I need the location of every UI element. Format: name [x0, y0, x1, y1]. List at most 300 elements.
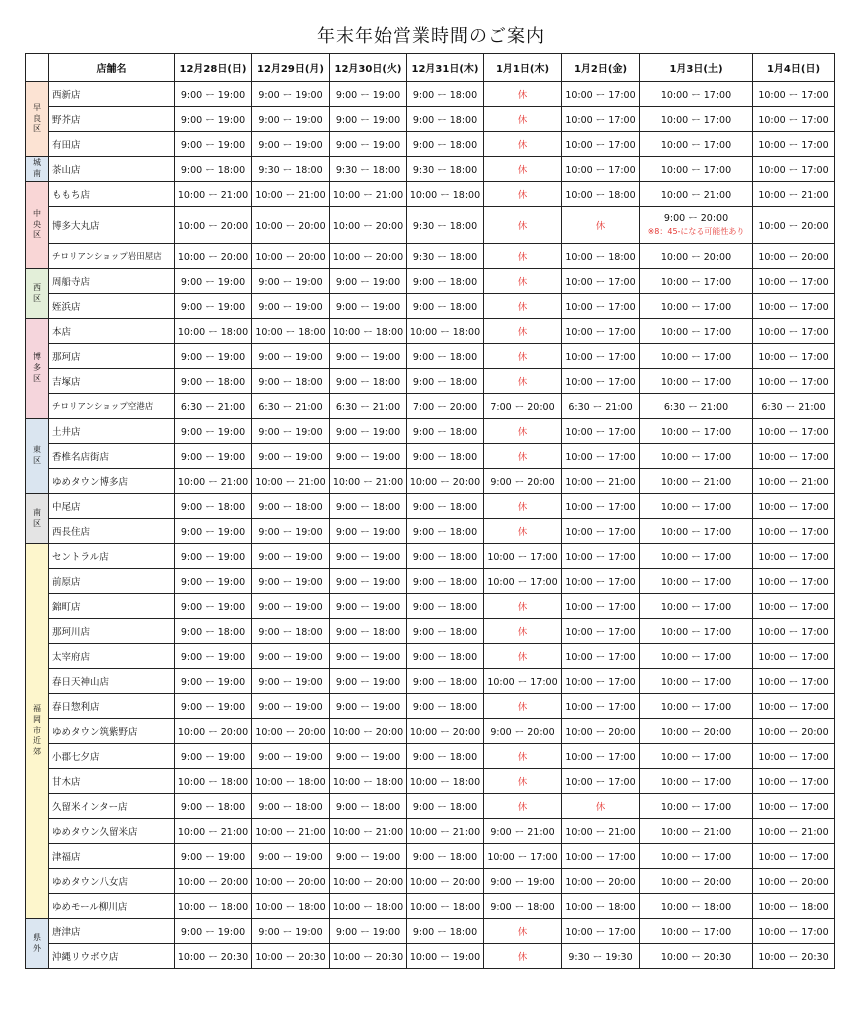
hours-cell: 9:00 ー 18:00 [407, 269, 484, 294]
hours-cell: 休 [484, 294, 562, 319]
hours-cell: 9:00 ー 19:00 [330, 107, 407, 132]
hours-cell: 10:00 ー 20:00 [175, 869, 252, 894]
store-name: 前原店 [49, 569, 175, 594]
header-cell: 1月1日(木) [484, 54, 562, 82]
table-row [26, 594, 835, 619]
hours-cell: 9:00 ー 18:00 [407, 744, 484, 769]
hours-cell: 休 [484, 644, 562, 669]
district-char: 東 [33, 445, 41, 455]
hours-cell: 休 [484, 319, 562, 344]
hours-cell: 10:00 ー 18:00 [562, 894, 640, 919]
table-row [26, 569, 835, 594]
hours-cell: 9:00 ー 19:00 [484, 869, 562, 894]
hours-cell: 10:00 ー 18:00 [252, 894, 330, 919]
hours-cell: 休 [484, 269, 562, 294]
district-char: 南 [33, 507, 41, 517]
table-row [26, 294, 835, 319]
store-name: 太宰府店 [49, 644, 175, 669]
hours-cell: 休 [562, 794, 640, 819]
hours-cell: 10:00 ー 20:00 [753, 719, 835, 744]
hours-cell: 休 [484, 744, 562, 769]
store-name: ゆめタウン久留米店 [49, 819, 175, 844]
header-corner [26, 54, 49, 82]
hours-cell: 9:00 ー 19:00 [175, 132, 252, 157]
hours-cell: 10:00 ー 18:00 [407, 769, 484, 794]
district-char: 中 [33, 208, 41, 218]
hours-cell: 9:00 ー 18:00 [407, 644, 484, 669]
hours-cell: 休 [484, 132, 562, 157]
hours-cell: 9:00 ー 18:00 [407, 344, 484, 369]
hours-cell: 10:00 ー 20:00 [640, 869, 753, 894]
district-char: 西 [33, 282, 41, 292]
hours-cell: 10:00 ー 17:00 [640, 494, 753, 519]
hours-cell: 10:00 ー 17:00 [562, 744, 640, 769]
hours-cell: 10:00 ー 17:00 [562, 444, 640, 469]
hours-cell: 9:00 ー 18:00 [175, 369, 252, 394]
hours-cell: 10:00 ー 17:00 [562, 157, 640, 182]
hours-cell: 10:00 ー 17:00 [753, 544, 835, 569]
hours-cell: 10:00 ー 17:00 [753, 444, 835, 469]
store-name: 博多大丸店 [49, 207, 175, 244]
table-row [26, 869, 835, 894]
hours-cell: 9:00 ー 19:00 [252, 694, 330, 719]
hours-cell: 9:00 ー 19:00 [330, 544, 407, 569]
table-row [26, 544, 835, 569]
hours-cell: 9:00 ー 19:00 [330, 419, 407, 444]
hours-cell: 10:00 ー 18:00 [175, 894, 252, 919]
hours-cell: 10:00 ー 20:30 [330, 944, 407, 969]
hours-cell: 10:00 ー 17:00 [640, 594, 753, 619]
hours-cell: 9:00 ー 19:00 [330, 344, 407, 369]
hours-cell: 10:00 ー 17:00 [562, 82, 640, 107]
district-label [26, 182, 49, 269]
hours-cell: 10:00 ー 20:30 [252, 944, 330, 969]
hours-cell: 休 [484, 919, 562, 944]
hours-cell: 10:00 ー 17:00 [640, 569, 753, 594]
hours-cell: 10:00 ー 18:00 [175, 319, 252, 344]
hours-cell: 9:00 ー 19:00 [252, 294, 330, 319]
header-cell: 12月31日(木) [407, 54, 484, 82]
hours-cell: 休 [484, 494, 562, 519]
hours-cell: 9:00 ー 19:00 [175, 419, 252, 444]
hours-cell: 9:00 ー 18:00 [407, 82, 484, 107]
hours-cell: 10:00 ー 17:00 [753, 519, 835, 544]
store-name: 西新店 [49, 82, 175, 107]
hours-cell: 10:00 ー 17:00 [640, 919, 753, 944]
hours-cell: 10:00 ー 17:00 [562, 544, 640, 569]
hours-cell: 10:00 ー 21:00 [640, 182, 753, 207]
hours-cell: 10:00 ー 17:00 [753, 82, 835, 107]
table-row [26, 469, 835, 494]
hours-cell: 9:00 ー 18:00 [407, 694, 484, 719]
table-row [26, 244, 835, 269]
hours-cell: 9:00 ー 19:00 [175, 269, 252, 294]
store-name: 津福店 [49, 844, 175, 869]
hours-cell: 9:00 ー 20:00 [484, 719, 562, 744]
hours-cell: 9:00 ー 18:00 [330, 794, 407, 819]
hours-cell: 10:00 ー 17:00 [562, 344, 640, 369]
hours-cell: 9:00 ー 19:00 [330, 269, 407, 294]
table-row [26, 494, 835, 519]
hours-cell: 10:00 ー 20:00 [175, 719, 252, 744]
hours-cell: 10:00 ー 17:00 [562, 594, 640, 619]
table-row [26, 207, 835, 244]
hours-cell: 10:00 ー 17:00 [562, 519, 640, 544]
hours-cell: 10:00 ー 17:00 [640, 369, 753, 394]
hours-cell: 10:00 ー 17:00 [640, 344, 753, 369]
hours-cell: 9:00 ー 18:00 [252, 619, 330, 644]
hours-cell: 休 [484, 944, 562, 969]
table-row [26, 944, 835, 969]
hours-cell: 10:00 ー 17:00 [640, 669, 753, 694]
hours-note: ※8：45-になる可能性あり [647, 227, 745, 237]
store-name: 土井店 [49, 419, 175, 444]
hours-cell: 9:00 ー 18:00 [407, 132, 484, 157]
hours-cell: 9:00 ー 18:00 [407, 794, 484, 819]
hours-cell: 9:30 ー 18:00 [407, 207, 484, 244]
hours-cell: 10:00 ー 21:00 [252, 469, 330, 494]
store-name: 周船寺店 [49, 269, 175, 294]
district-char: 多 [33, 363, 41, 373]
store-name: 春日天神山店 [49, 669, 175, 694]
hours-cell: 10:00 ー 17:00 [640, 544, 753, 569]
hours-value: 9:00 ー 20:00 [663, 213, 729, 225]
hours-cell: 10:00 ー 17:00 [640, 744, 753, 769]
store-name: 姪浜店 [49, 294, 175, 319]
store-name: ゆめタウン博多店 [49, 469, 175, 494]
hours-cell: 9:00 ー 19:00 [330, 569, 407, 594]
header-cell: 1月3日(土) [640, 54, 753, 82]
hours-cell: 休 [484, 182, 562, 207]
hours-cell: 10:00 ー 17:00 [753, 569, 835, 594]
hours-cell: 9:00 ー 19:00 [330, 644, 407, 669]
hours-cell: 10:00 ー 17:00 [753, 794, 835, 819]
hours-cell: 10:00 ー 17:00 [753, 619, 835, 644]
hours-cell: 10:00 ー 18:00 [407, 319, 484, 344]
hours-cell: 10:00 ー 17:00 [640, 157, 753, 182]
hours-cell: 10:00 ー 18:00 [252, 319, 330, 344]
table-row [26, 319, 835, 344]
hours-cell: 9:00 ー 18:00 [407, 619, 484, 644]
hours-cell: 9:00 ー 19:00 [330, 844, 407, 869]
hours-cell: 10:00 ー 17:00 [753, 344, 835, 369]
hours-cell: 10:00 ー 18:00 [330, 894, 407, 919]
header-cell: 12月30日(火) [330, 54, 407, 82]
hours-cell: 9:00 ー 19:00 [330, 669, 407, 694]
hours-cell: 9:00 ー 19:00 [330, 919, 407, 944]
hours-cell: 7:00 ー 20:00 [484, 394, 562, 419]
hours-cell: 9:00 ー 19:00 [252, 344, 330, 369]
hours-cell: 10:00 ー 17:00 [753, 919, 835, 944]
hours-cell: 9:00 ー 18:00 [407, 919, 484, 944]
table-row [26, 919, 835, 944]
hours-cell: 6:30 ー 21:00 [252, 394, 330, 419]
hours-cell: 休 [484, 344, 562, 369]
hours-cell: 10:00 ー 20:00 [252, 244, 330, 269]
district-label [26, 319, 49, 419]
hours-cell: 10:00 ー 20:00 [252, 719, 330, 744]
store-name: 那珂店 [49, 344, 175, 369]
hours-cell: 10:00 ー 17:00 [562, 419, 640, 444]
table-row [26, 269, 835, 294]
hours-cell: 10:00 ー 19:00 [407, 944, 484, 969]
district-char: 区 [33, 373, 41, 383]
store-name: 春日惣利店 [49, 694, 175, 719]
store-name: 沖縄リウボウ店 [49, 944, 175, 969]
district-label [26, 919, 49, 969]
hours-cell: 9:00 ー 18:00 [407, 107, 484, 132]
hours-cell: 10:00 ー 20:00 [640, 719, 753, 744]
store-name: 吉塚店 [49, 369, 175, 394]
hours-cell: 9:00 ー 19:00 [252, 132, 330, 157]
hours-cell: 10:00 ー 21:00 [330, 469, 407, 494]
hours-cell: 10:00 ー 17:00 [562, 132, 640, 157]
hours-cell: 10:00 ー 17:00 [484, 844, 562, 869]
hours-cell: 10:00 ー 17:00 [640, 444, 753, 469]
store-name: 有田店 [49, 132, 175, 157]
hours-cell: 10:00 ー 17:00 [753, 269, 835, 294]
table-row [26, 444, 835, 469]
hours-cell: 9:00 ー 21:00 [484, 819, 562, 844]
table-row [26, 619, 835, 644]
hours-cell: 10:00 ー 17:00 [753, 669, 835, 694]
hours-cell: 9:00 ー 19:00 [175, 107, 252, 132]
hours-cell: 10:00 ー 17:00 [562, 619, 640, 644]
district-char: 城 [33, 158, 41, 168]
hours-cell: 9:00 ー 18:00 [252, 369, 330, 394]
table-row [26, 344, 835, 369]
page-title: 年末年始営業時間のご案内 [317, 26, 545, 47]
hours-cell: 休 [484, 594, 562, 619]
hours-cell: 10:00 ー 21:00 [175, 819, 252, 844]
table-row [26, 769, 835, 794]
hours-cell: 休 [484, 157, 562, 182]
table-row [26, 794, 835, 819]
hours-cell: 10:00 ー 17:00 [562, 269, 640, 294]
hours-cell: 10:00 ー 17:00 [753, 132, 835, 157]
store-name: ゆめタウン筑紫野店 [49, 719, 175, 744]
hours-cell: 10:00 ー 17:00 [753, 319, 835, 344]
hours-cell: 10:00 ー 20:00 [753, 244, 835, 269]
hours-cell: 10:00 ー 20:00 [252, 869, 330, 894]
district-label [26, 157, 49, 182]
hours-cell: 9:00 ー 19:00 [175, 669, 252, 694]
hours-cell: 10:00 ー 17:00 [640, 794, 753, 819]
district-label [26, 269, 49, 319]
hours-cell: 9:00 ー 19:00 [175, 644, 252, 669]
district-char: 区 [33, 230, 41, 240]
table-row [26, 519, 835, 544]
table-row [26, 107, 835, 132]
hours-cell: 10:00 ー 20:30 [640, 944, 753, 969]
hours-cell: 9:00 ー 19:00 [175, 344, 252, 369]
hours-cell: 9:00 ー 19:00 [252, 844, 330, 869]
hours-cell: 10:00 ー 18:00 [252, 769, 330, 794]
hours-cell: 10:00 ー 18:00 [330, 319, 407, 344]
hours-cell: 9:00 ー 19:00 [330, 444, 407, 469]
hours-cell: 9:00 ー 19:00 [252, 444, 330, 469]
hours-cell: 休 [484, 794, 562, 819]
district-char: 区 [33, 518, 41, 528]
hours-cell: 9:00 ー 18:00 [330, 494, 407, 519]
hours-cell: 休 [484, 244, 562, 269]
store-name: 那珂川店 [49, 619, 175, 644]
store-name: 久留米インター店 [49, 794, 175, 819]
district-label [26, 494, 49, 544]
hours-cell: 9:30 ー 18:00 [252, 157, 330, 182]
store-name: チロリアンショップ空港店 [49, 394, 175, 419]
table-row [26, 744, 835, 769]
table-row [26, 844, 835, 869]
hours-cell: 10:00 ー 21:00 [252, 182, 330, 207]
hours-cell: 10:00 ー 17:00 [640, 694, 753, 719]
hours-cell: 10:00 ー 17:00 [562, 569, 640, 594]
store-name: ゆめモール柳川店 [49, 894, 175, 919]
hours-cell: 10:00 ー 17:00 [562, 844, 640, 869]
hours-cell: 10:00 ー 18:00 [330, 769, 407, 794]
hours-cell: 10:00 ー 21:00 [330, 819, 407, 844]
table-row [26, 644, 835, 669]
hours-cell: 9:00 ー 18:00 [407, 369, 484, 394]
hours-cell: 10:00 ー 17:00 [640, 294, 753, 319]
hours-cell: 10:00 ー 20:30 [175, 944, 252, 969]
hours-cell: 10:00 ー 20:00 [330, 207, 407, 244]
hours-cell: 9:00 ー 19:00 [252, 82, 330, 107]
hours-cell: 9:00 ー 19:00 [175, 544, 252, 569]
district-char: 福 [33, 704, 41, 713]
district-char: 区 [33, 124, 41, 134]
hours-cell: 10:00 ー 17:00 [753, 769, 835, 794]
hours-cell: 10:00 ー 17:00 [562, 107, 640, 132]
hours-cell: 10:00 ー 20:00 [407, 869, 484, 894]
hours-cell: 10:00 ー 17:00 [640, 132, 753, 157]
header-cell: 店舗名 [49, 54, 175, 82]
district-label [26, 544, 49, 919]
hours-cell: 10:00 ー 17:00 [562, 644, 640, 669]
hours-cell: 10:00 ー 17:00 [562, 369, 640, 394]
hours-cell: 10:00 ー 21:00 [753, 182, 835, 207]
hours-cell: 9:00 ー 19:00 [252, 744, 330, 769]
hours-cell: 休 [484, 107, 562, 132]
hours-cell: 10:00 ー 17:00 [640, 419, 753, 444]
hours-cell: 9:00 ー 18:00 [330, 369, 407, 394]
hours-cell: 10:00 ー 20:00 [562, 719, 640, 744]
hours-cell: 9:00 ー 18:00 [407, 519, 484, 544]
hours-cell: 6:30 ー 21:00 [562, 394, 640, 419]
hours-cell: 休 [484, 694, 562, 719]
table-row [26, 182, 835, 207]
hours-cell: 9:00 ー 18:00 [407, 544, 484, 569]
hours-cell: 9:00 ー 18:00 [407, 669, 484, 694]
table-body [26, 82, 835, 969]
store-name: ゆめタウン八女店 [49, 869, 175, 894]
table-row [26, 82, 835, 107]
hours-cell: 10:00 ー 20:00 [753, 207, 835, 244]
hours-cell: 10:00 ー 17:00 [562, 494, 640, 519]
hours-cell: 10:00 ー 21:00 [407, 819, 484, 844]
hours-cell: 10:00 ー 20:00 [407, 469, 484, 494]
hours-cell: 10:00 ー 21:00 [175, 469, 252, 494]
hours-cell: 9:00 ー 19:00 [175, 694, 252, 719]
hours-cell: 10:00 ー 18:00 [640, 894, 753, 919]
table-row [26, 157, 835, 182]
hours-cell: 10:00 ー 18:00 [175, 769, 252, 794]
hours-cell: 10:00 ー 18:00 [562, 244, 640, 269]
district-char: 外 [33, 943, 41, 953]
hours-cell: 6:30 ー 21:00 [175, 394, 252, 419]
hours-cell: 10:00 ー 17:00 [753, 107, 835, 132]
hours-cell: 休 [484, 444, 562, 469]
hours-cell: 10:00 ー 17:00 [753, 494, 835, 519]
hours-cell: 10:00 ー 17:00 [753, 744, 835, 769]
hours-cell: 9:00 ー 19:00 [252, 107, 330, 132]
store-name: セントラル店 [49, 544, 175, 569]
hours-cell: 10:00 ー 17:00 [562, 694, 640, 719]
hours-cell: 9:00 ー 18:00 [175, 619, 252, 644]
table-row [26, 819, 835, 844]
hours-cell: 10:00 ー 17:00 [562, 919, 640, 944]
hours-cell: 10:00 ー 17:00 [562, 669, 640, 694]
table-row [26, 369, 835, 394]
hours-cell: 休 [562, 207, 640, 244]
hours-cell: 9:00 ー 19:00 [330, 694, 407, 719]
hours-cell: 9:30 ー 19:30 [562, 944, 640, 969]
hours-cell: 10:00 ー 21:00 [330, 182, 407, 207]
hours-cell: 休 [484, 519, 562, 544]
hours-cell: 9:00 ー 19:00 [252, 569, 330, 594]
hours-cell: 9:00 ー 19:00 [330, 294, 407, 319]
district-char: 博 [33, 352, 41, 362]
hours-cell: 6:30 ー 21:00 [753, 394, 835, 419]
hours-cell: 10:00 ー 21:00 [562, 469, 640, 494]
store-name: 香椎名店街店 [49, 444, 175, 469]
hours-cell: 10:00 ー 20:00 [640, 244, 753, 269]
header-cell: 1月2日(金) [562, 54, 640, 82]
hours-cell: 10:00 ー 17:00 [753, 369, 835, 394]
hours-cell: 9:00 ー 19:00 [252, 594, 330, 619]
hours-cell: 9:00 ー 19:00 [330, 132, 407, 157]
district-char: 早 [33, 102, 41, 112]
hours-cell: 9:00 ー 19:00 [175, 919, 252, 944]
hours-cell: 休 [484, 419, 562, 444]
table-row [26, 669, 835, 694]
hours-cell: 9:00 ー 18:00 [175, 794, 252, 819]
district-char: 市 [33, 725, 41, 735]
store-name: 錦町店 [49, 594, 175, 619]
hours-cell: 9:00 ー 19:00 [175, 294, 252, 319]
hours-cell: 10:00 ー 18:00 [407, 182, 484, 207]
store-name: 唐津店 [49, 919, 175, 944]
hours-cell: 9:00 ー 19:00 [330, 519, 407, 544]
hours-cell: 10:00 ー 17:00 [640, 82, 753, 107]
hours-cell: 9:00 ー 19:00 [330, 744, 407, 769]
hours-cell: 10:00 ー 20:00 [175, 244, 252, 269]
hours-cell: 10:00 ー 17:00 [640, 619, 753, 644]
hours-cell: 9:00 ー 18:00 [252, 794, 330, 819]
hours-cell: 10:00 ー 17:00 [753, 644, 835, 669]
hours-cell: 10:00 ー 20:00 [175, 207, 252, 244]
store-name: 甘木店 [49, 769, 175, 794]
hours-cell: 10:00 ー 18:00 [753, 894, 835, 919]
store-name: ももち店 [49, 182, 175, 207]
hours-cell: 休 [484, 369, 562, 394]
hours-cell: 9:00 ー 19:00 [175, 744, 252, 769]
district-char: 区 [33, 456, 41, 465]
hours-cell: 9:00 ー 18:00 [484, 894, 562, 919]
hours-cell: 10:00 ー 20:00 [330, 719, 407, 744]
hours-cell: 10:00 ー 21:00 [640, 469, 753, 494]
header-row [26, 54, 835, 82]
